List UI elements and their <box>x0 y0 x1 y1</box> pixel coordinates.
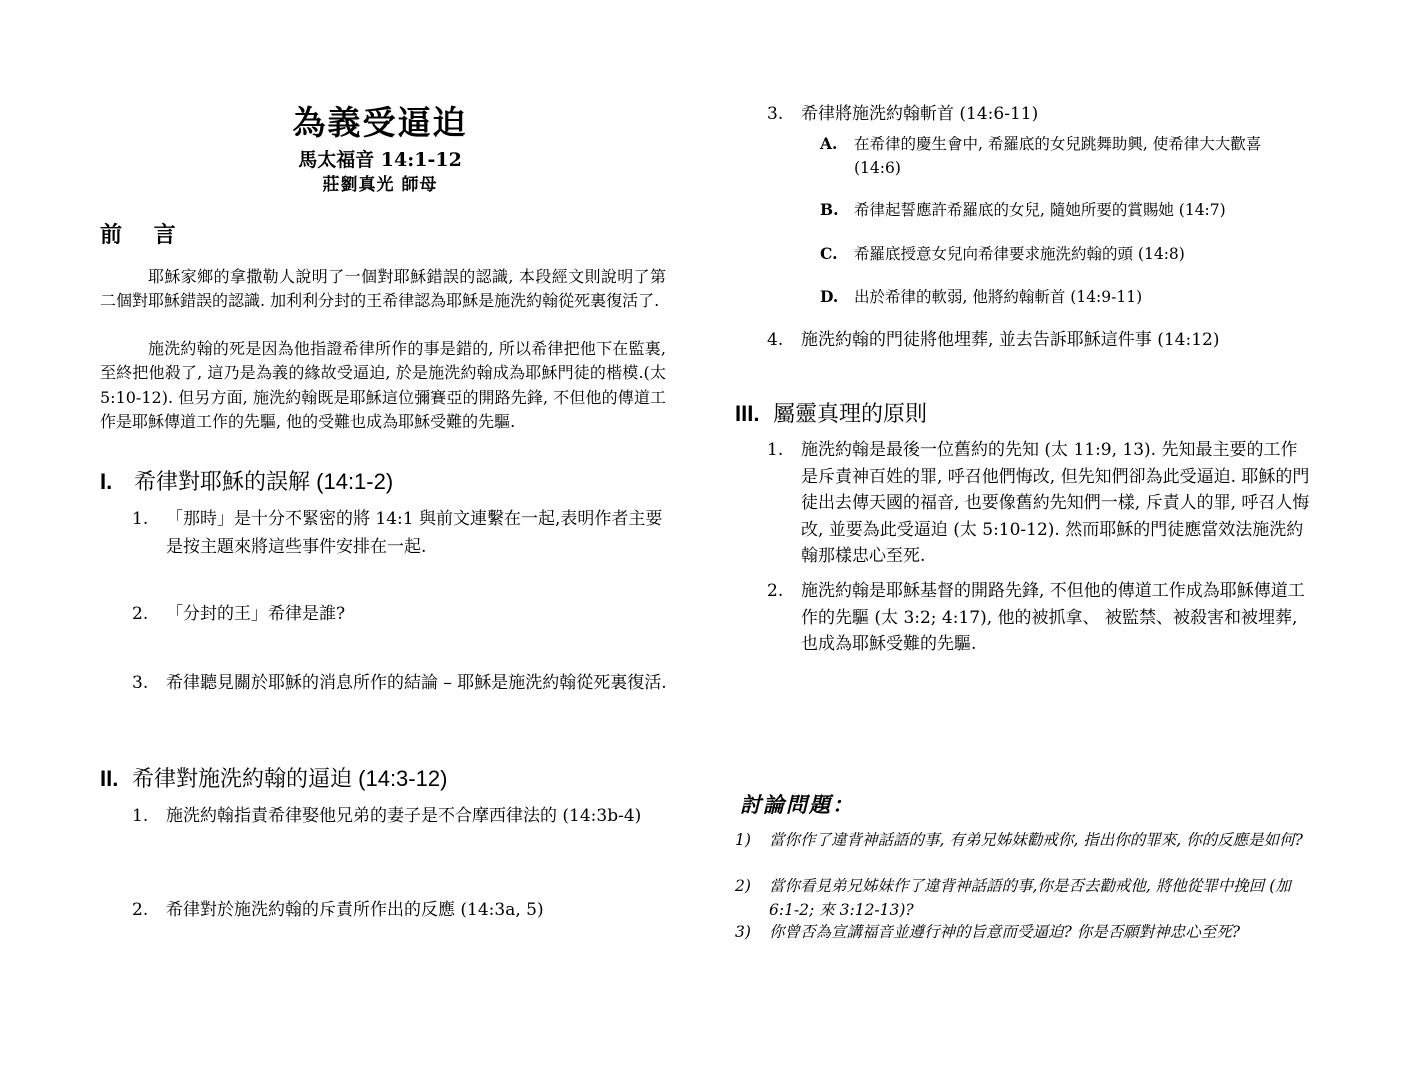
section-1-item-2 <box>132 600 668 628</box>
subitem-letter: D. <box>820 287 839 306</box>
question-number: 2) <box>735 877 751 895</box>
section-3-item-2 <box>767 578 1312 658</box>
subitem-text: 出於希律的軟弱, 他將約翰斬首 (14:9-11) <box>854 288 1143 306</box>
subitem-letter: C. <box>820 244 838 263</box>
section-2-item-3 <box>767 100 1327 128</box>
section-2-subitem-d <box>820 285 1310 309</box>
section-3-item-1 <box>767 437 1312 570</box>
question-number: 1) <box>735 831 751 849</box>
item-text: 施洗約翰指責希律娶他兄弟的妻子是不合摩西律法的 (14:3b-4) <box>166 806 642 826</box>
intro-heading: 前 言 <box>100 222 188 248</box>
section-1-numeral: I. <box>100 469 113 494</box>
item-text: 希律將施洗約翰斬首 (14:6-11) <box>801 104 1039 124</box>
section-2-item-2 <box>132 896 668 924</box>
section-1-item-1 <box>132 505 668 561</box>
section-1-ref: (14:1-2) <box>316 469 394 494</box>
item-text: 施洗約翰是最後一位舊約的先知 (太 11:9, 13). 先知最主要的工作是斥責神百姓的罪, 呼召他們悔改, 但先知們卻為此受逼迫. 耶穌的門徒出去傳天國的福音, 也要像舊約先知們一樣, 斥責人的罪, 呼召人悔改, 並要為此受逼迫 (太 5:10-12). 然而耶穌的門徒應當效法施洗約翰那樣忠心至死. <box>801 440 1310 566</box>
intro-paragraph-2: 施洗約翰的死是因為他指證希律所作的事是錯的, 所以希律把他下在監裏, 至終把他殺了, 這乃是為義的緣故受逼迫, 於是施洗約翰成為耶穌門徒的楷模.(太 5:10-12). 但另方面, 施洗約翰既是耶穌這位彌賽亞的開路先鋒, 不但他的傳道工作是耶穌傳道工作的先驅, 他的受難也成為耶穌受難的先驅. <box>100 339 666 431</box>
item-text: 施洗約翰是耶穌基督的開路先鋒, 不但他的傳道工作成為耶穌傳道工作的先驅 (太 3:2; 4:17), 他的被抓拿、 被監禁、被殺害和被埋葬, 也成為耶穌受難的先驅. <box>801 581 1305 654</box>
item-text: 施洗約翰的門徒將他埋葬, 並去告訴耶穌這件事 (14:12) <box>801 330 1220 350</box>
section-2-heading <box>100 765 447 794</box>
item-number: 1. <box>132 509 149 529</box>
item-number: 2. <box>132 604 149 624</box>
discussion-question-3 <box>735 920 1310 944</box>
section-3-heading <box>735 400 927 429</box>
item-number: 3. <box>767 104 784 124</box>
item-text: 「分封的王」希律是誰? <box>166 604 346 624</box>
subitem-text: 希律起誓應許希羅底的女兒, 隨她所要的賞賜她 (14:7) <box>854 201 1226 219</box>
question-number: 3) <box>735 923 751 941</box>
section-3-title: 屬靈真理的原則 <box>773 402 928 427</box>
item-number: 3. <box>132 673 149 693</box>
item-number: 1. <box>132 806 149 826</box>
item-number: 1. <box>767 440 784 460</box>
item-number: 2. <box>132 900 149 920</box>
section-3-numeral: III. <box>735 401 760 426</box>
question-text: 當你看見弟兄姊妹作了違背神話語的事,你是否去勸戒他, 將他從罪中挽回 (加 6:1-2; 來 3:12-13)? <box>769 877 1291 919</box>
section-1-heading <box>100 468 393 497</box>
intro-paragraph-1: 耶穌家鄉的拿撒勒人說明了一個對耶穌錯誤的認識, 本段經文則說明了第二個對耶穌錯誤的認識. 加利利分封的王希律認為耶穌是施洗約翰從死裏復活了. <box>100 267 666 311</box>
subitem-text: 在希律的慶生會中, 希羅底的女兒跳舞助興, 使希律大大歡喜 (14:6) <box>854 135 1262 177</box>
question-text: 當你作了違背神話語的事, 有弟兄姊妹勸戒你, 指出你的罪來, 你的反應是如何? <box>769 831 1303 849</box>
item-text: 「那時」是十分不緊密的將 14:1 與前文連繫在一起,表明作者主要是按主題來將這些事件安排在一起. <box>166 509 663 557</box>
section-2-title: 希律對施洗約翰的逼迫 <box>132 767 353 792</box>
section-2-numeral: II. <box>100 766 119 791</box>
section-2-subitem-b <box>820 198 1310 222</box>
discussion-question-1 <box>735 828 1310 852</box>
subitem-letter: A. <box>820 134 838 153</box>
discussion-question-2 <box>735 874 1310 922</box>
section-2-item-4 <box>767 326 1267 354</box>
section-1-item-3 <box>132 669 668 697</box>
section-2-ref: (14:3-12) <box>358 766 448 791</box>
page-title: 為義受逼迫 <box>292 103 468 142</box>
discussion-heading: 討論問題： <box>740 792 855 817</box>
section-1-title: 希律對耶穌的誤解 <box>134 470 311 495</box>
subitem-letter: B. <box>820 200 839 219</box>
question-text: 你曾否為宣講福音並遵行神的旨意而受逼迫? 你是否願對神忠心至死? <box>769 923 1241 941</box>
item-number: 2. <box>767 581 784 601</box>
author: 莊劉真光 師母 <box>322 175 438 195</box>
section-2-subitem-c <box>820 242 1310 266</box>
scripture-reference: 馬太福音 14:1-12 <box>298 149 462 171</box>
item-text: 希律對於施洗約翰的斥責所作出的反應 (14:3a, 5) <box>166 900 544 920</box>
section-2-subitem-a <box>820 132 1310 180</box>
section-2-item-1 <box>132 802 668 830</box>
subitem-text: 希羅底授意女兒向希律要求施洗約翰的頭 (14:8) <box>854 245 1185 263</box>
item-number: 4. <box>767 330 784 350</box>
item-text: 希律聽見關於耶穌的消息所作的結論 – 耶穌是施洗約翰從死裏復活. <box>166 673 667 693</box>
